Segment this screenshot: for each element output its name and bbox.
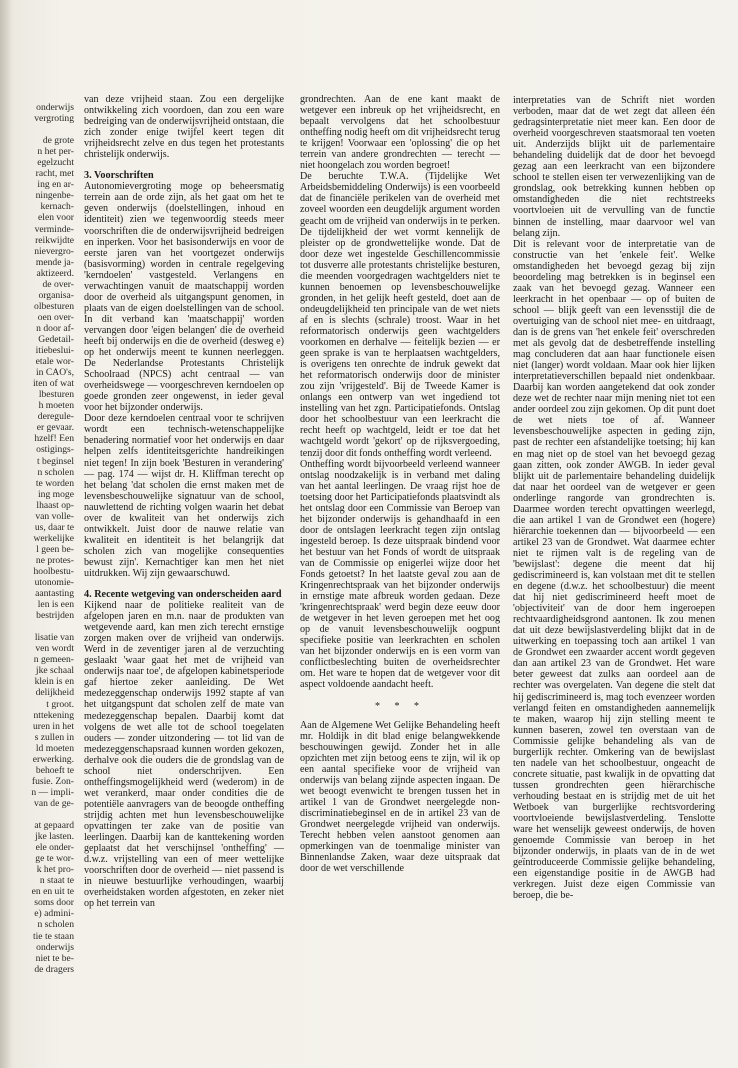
stub-line (0, 621, 74, 632)
stub-line: hzelf! Een (34, 433, 74, 445)
paragraph: Door deze kerndoelen centraal voor te schrijven wordt een technisch-wetenschappelijke benadering normatief voor het onderwijs en daar helpen zelfs identiteitsgerichte handreikingen niet tegen! In zijn boek 'Besturen in verandering' — pag. 174 — wijst dr. H. Kliffman terecht op het belang 'dat scholen die ernst maken met de levensbeschouwelijke signatuur van de school, nauwlettend de richting volgen waarin het debat over de kwaliteit van het onderwijs zich ontwikkelt. Juist door de nauwe relatie van kwaliteit en identiteit is het belangrijk dat scholen zich van mogelijke consequenties bewust zijn'. Kernachtiger kan men het niet uitdrukken. Wij zijn gewaarschuwd. (84, 413, 284, 579)
stub-line: k het pro- (36, 864, 74, 876)
stub-line: te worden (35, 477, 74, 489)
stub-line: n scholen (37, 919, 74, 931)
paragraph: De beruchte T.W.A. (Tijdelijke Wet Arbeidsbemiddeling Onderwijs) is een voorbeeld dat de financiële perikelen van de overheid met zoveel woorden een deugdelijk argument worden geacht om de vrijheid van onderwijs in te perken. De tijdelijkheid der wet vormt kennelijk de pleister op de grondwettelijke wonde. Dat de door deze wet ingestelde Geschillencommissie tot dusverre alle protestants christelijke besturen, die meenden voorgedragen wachtgelders niet te kunnen benoemen op levensbeschouwelijke gronden, in het gelijk heeft gesteld, doet aan de ondeugdelijkheid ten principale van de wet niets af en is slechts (schrale) troost. Waar in het reformatorisch onderwijs geen wachtgelders voorkomen en derhalve — feitelijk bezien — er geen sprake is van te herplaatsen wachtgelders, is overigens ten onrechte de indruk gewekt dat het reformatorisch onderwijs door de minister zou zijn 'vrijgesteld'. Bij de Tweede Kamer is onlangs een ontwerp van wet ingediend tot instelling van het zgn. Participatiefonds. Ontslag door het schoolbestuur van een leerkracht die recht heeft op wachtgeld, leidt er toe dat het wachtgeld wordt 'gekort' op de rijksvergoeding, tenzij door dit fonds ontheffing wordt verleend. (300, 171, 500, 459)
stub-line: fusie. Zon- (31, 775, 74, 787)
stub-line: onderwijs (36, 941, 74, 953)
stub-line: de over- (42, 278, 74, 290)
stub-line: klein is en (34, 676, 74, 688)
stub-line: ge te wor- (35, 853, 74, 865)
stub-line: utonomie- (34, 577, 74, 589)
stub-line: itiebeslui- (35, 345, 74, 357)
stub-line: n — impli- (31, 786, 74, 798)
stub-line: ld moeten (35, 742, 74, 754)
stub-line: s zullen in (34, 731, 74, 743)
stub-line: ven wordt (35, 643, 74, 655)
stub-line: de grote (42, 135, 74, 147)
stub-line: jke lasten. (35, 831, 74, 843)
stub-line (0, 809, 74, 820)
stub-line: Gedetail- (38, 333, 74, 345)
column-2 (300, 94, 500, 874)
stub-line: us, daar te (34, 521, 74, 533)
stub-line: ele onder- (35, 842, 74, 854)
paragraph: Aan de Algemene Wet Gelijke Behandeling heeft mr. Holdijk in dit blad enige belangwekkende beschouwingen gewijd. Zonder het in alle opzichten met zijn betoog eens te zijn, wil ik op een aantal specifieke voor de vrijheid van onderwijs van belang zijnde aspecten ingaan. De wet beoogt evenwicht te brengen tussen het in artikel 1 van de Grondwet neergelegde non-discriminatiebeginsel en de in artikel 23 van de Grondwet neergelegde vrijheid van onderwijs. Terecht hebben velen aanstoot genomen aan opmerkingen van de toenmalige minister van Binnenlandse Zaken, waar deze uitspraak dat door de wet verschillende (300, 719, 500, 875)
stub-line: uren in het (32, 720, 74, 732)
stub-line: l geen be- (36, 543, 74, 555)
stub-line: onderwijs (36, 102, 74, 113)
paragraph: Kijkend naar de politieke realiteit van de afgelopen jaren en m.n. naar de produkten van wetgevende aard, kan men zich terecht ernstige zorgen maken over de vrijheid van onderwijs. Werd in de zeventiger jaren al de verzuchting geslaakt 'waar gaat het met de vrijheid van onderwijs naar toe', de afgelopen kabinetsperiode gaf hiertoe zeker aanleiding. De Wet medezeggenschap onderwijs 1992 stapte af van het uitgangspunt dat scholen zelf de mate van medezeggenschap bepalen. Daarbij komt dat volgens de wet alle tot de school toegelaten ouders — zonder uitzondering — tot lid van de medezeggenschapsraad kunnen worden gekozen, derhalve ook die ouders die de grondslag van de school niet onderschrijven. Een ontheffingsmogelijkheid werd (wederom) in de wet verankerd, maar onder condities die de potentiële aanvragers van de beoogde ontheffing strijdig achten met hun levensbeschouwelijke opvattingen ter zake van de positie van leerlingen. Daarbij kan de kanttekening worden geplaatst dat het verschijnsel 'ontheffing' — d.w.z. vrijstelling van een of meer wettelijke voorschriften door de overheid — niet passend is in nieuwe bestuurlijke verhoudingen, waarbij overheidstaken worden afgestoten, en zeker niet op het terrein van (84, 600, 284, 910)
stub-line: er gevaar. (36, 422, 74, 434)
stub-line: ne protes- (35, 554, 74, 566)
stub-line: e) admini- (34, 908, 74, 920)
stub-line: niet te be- (35, 952, 74, 964)
previous-page-column-fragment (0, 102, 74, 982)
stub-line: werkelijke (33, 532, 74, 544)
stub-line: kernach- (40, 201, 74, 213)
stub-line: van de ge- (34, 797, 74, 809)
stub-line: hoolbestu- (33, 565, 74, 577)
stub-line: vergroting (34, 113, 74, 125)
stub-line: n gemeen- (33, 654, 74, 666)
stub-line: etale wor- (35, 356, 74, 368)
stub-line: ing moge (38, 488, 74, 500)
stub-line: in CAO's, (36, 367, 74, 379)
stub-line: tie te staan (32, 930, 74, 942)
paragraph: grondrechten. Aan de ene kant maakt de wetgever een inbreuk op het vrijheidsrecht, en bepaalt vervolgens dat het schoolbestuur ontheffing nodig heeft om dit vrijheidsrecht terug te krijgen! Voorwaar een 'oplossing' die op het terrein van andere grondrechten — terecht — niet hoongelach zou worden begroet! (300, 94, 500, 172)
stub-line: aantasting (35, 588, 74, 600)
stub-line: ostigings- (36, 444, 74, 456)
stub-line: jke schaal (35, 665, 74, 677)
stub-line: iten of wat (32, 378, 74, 390)
stub-line: bestrijden (36, 610, 74, 622)
stub-line: n het per- (37, 146, 74, 158)
column-1 (84, 94, 284, 909)
stub-line: n door af- (36, 322, 74, 334)
stub-line: en en uit te (31, 886, 74, 898)
stub-line: racht, met (35, 168, 74, 180)
section-heading: 3. Voorschriften (84, 170, 154, 182)
section-separator: * * * (375, 700, 425, 712)
stub-line: deregule- (37, 411, 74, 423)
stub-line: soms door (34, 897, 74, 909)
stub-line: erwerking. (32, 753, 74, 765)
stub-line: at gepaard (34, 820, 74, 832)
paragraph: van deze vrijheid staan. Zou een dergelijke ontwikkeling zich voordoen, dan zou een ware bedreiging van de onderwijsvrijheid ontstaan, die zich zonder enige twijfel keert tegen dit vrijheidsrecht zelve en dus tegen het protestants christelijk onderwijs. (84, 94, 284, 161)
paragraph: Autonomievergroting moge op beheersmatig terrein aan de orde zijn, als het gaat om het te geven onderwijs (doelstellingen, inhoud en identiteit) zien we tegenwoordig steeds meer voorschriften die de onderwijsvrijheid bedreigen en inperken. Voor het basisonderwijs en voor de eerste jaren van het voortgezet onderwijs (basisvorming) worden in centrale regelgeving 'kerndoelen' vastgesteld. Verlangens en verwachtingen vanuit de maatschappij worden door de overheid als uitgangspunt genomen, in plaats van de eigen doelstellingen van de school. In dit verband kan 'maatschappij' worden vervangen door 'eigen belangen' die de overheid heeft bij onderwijs en die de overheid (desweg e) op het onderwijs meent te kunnen neerleggen. De Nederlandse Protestants Christelijk Schoolraad (NPCS) acht centraal — van overheidswege — voorgeschreven kerndoelen op goede gronden zeer ongewenst, in ieder geval voor het bijzonder onderwijs. (84, 181, 284, 414)
paragraph: Ontheffing wordt bijvoorbeeld verleend wanneer ontslag noodzakelijk is in verband met daling van het aantal leerlingen. De vraag rijst hoe de toetsing door het Participatiefonds plaatsvindt als het ontslag door een Commissie van Beroep van het bijzonder onderwijs is gehandhaafd in een door de ontslagen leerkracht tegen zijn ontslag ingesteld beroep. Is deze uitspraak bindend voor het bestuur van het Fonds of wordt de uitspraak van de Commissie op enigerlei wijze door het Fonds getoetst? In het laatste geval zou aan de Kringenrechtspraak van het bijzonder onderwijs in ernstige mate afbreuk worden gedaan. Deze 'kringenrechtspraak' werd begin deze eeuw door de wetgever in het leven geroepen met het oog op de vanuit levensbeschouwelijk oogpunt specifieke positie van leerkrachten en scholen van het bijzonder onderwijs en is een vorm van conflictbeslechting buiten de overheidsrechter om. Het ware te hopen dat de wetgever voor dit aspect voldoende aandacht heeft. (300, 458, 500, 691)
stub-line: mende ja- (35, 256, 74, 268)
stub-line: n scholen (37, 466, 74, 478)
stub-line: t beginsel (36, 455, 74, 467)
stub-line: n staat te (39, 875, 74, 887)
paragraph: interpretaties van de Schrift niet worden verboden, maar dat de wet zegt dat alleen één gedragsinterpretatie niet meer kan. Een door de overheid voorgeschreven staatsmoraal ten voeten uit. Anderzijds blijkt uit de parlementaire behandeling duidelijk dat de door het bevoegd gezag aan een leerkracht van een bijzondere school te stellen eisen ter verwezenlijking van de grondslag, ook betrekking kunnen hebben op omstandigheden die niet rechtstreeks voortvloeien uit de vervulling van de functie binnen de instelling, maar daarvoor wel van belang zijn. (513, 95, 715, 239)
stub-line: van volle- (35, 510, 74, 522)
stub-line: lisatie van (34, 632, 74, 644)
stub-line: lhaast op- (36, 499, 74, 511)
stub-line: h moeten (38, 400, 74, 412)
stub-line: egelzucht (37, 157, 74, 169)
stub-line: lbesturen (38, 389, 74, 401)
stub-line: reikwijdte (35, 234, 74, 246)
stub-line (0, 124, 74, 135)
stub-line: nttekening (33, 709, 74, 721)
stub-line: organisa- (38, 289, 74, 301)
stub-line: delijkheid (35, 687, 74, 699)
stub-line: de dragers (34, 963, 74, 975)
stub-line: ing en ar- (37, 179, 74, 191)
stub-line: len is een (37, 599, 74, 611)
stub-line: oen over- (37, 311, 74, 323)
stub-line: nievergro- (34, 245, 74, 257)
stub-line: olbesturen (34, 300, 74, 312)
section-heading: 4. Recente wetgeving van onderscheiden aard (84, 589, 282, 601)
column-3 (513, 95, 715, 901)
stub-line: verminde- (34, 223, 74, 235)
stub-line: elen voor (38, 212, 74, 224)
stub-line: aktizeerd. (36, 267, 74, 279)
stub-line: t groot. (46, 698, 74, 710)
stub-line: ningenbe- (35, 190, 74, 202)
paragraph: Dit is relevant voor de interpretatie van de constructie van het 'enkele feit'. Welke omstandigheden het bevoegd gezag bij zijn beoordeling mag betrekken is in beginsel een zaak van het bevoegd gezag. Wanneer een leerkracht in het openbaar — op of buiten de school — blijk geeft van een levensstijl die de overtuiging van de school niet mee- en uitdraagt, dan is de grens van 'het enkele feit' overschreden met als gevolg dat de desbetreffende instelling mag concluderen dat aan haar functionele eisen niet (langer) wordt voldaan. Maar ook hier lijken interpretatieverschillen bepaald niet ondenkbaar. Daarbij kan worden aangetekend dat ook zonder deze wet de rechter naar mijn mening niet tot een ander oordeel zou zijn gekomen. Op dit punt doet de wet niets toe of af. Wanneer levensbeschouwelijke aspecten in geding zijn, past de rechter een afstandelijke toetsing; hij kan en mag niet op de stoel van het bevoegd gezag gaan zitten, ook zonder AWGB. In ieder geval blijkt uit de parlementaire behandeling duidelijk dat naar het oordeel van de wetgever er geen onderlinge rangorde van grondrechten is. Daarmee worden terecht opvattingen weerlegd, die aan artikel 1 van de Grondwet een (hogere) hiërarchie toekennen dan — bijvoorbeeld — een artikel 23 van de Grondwet. Wat daarmee echter niet te rijmen valt is de regeling van de 'bewijslast': degene die meent dat hij gediscrimineerd is, kan volstaan met dit te stellen en degene (d.w.z. het schoolbestuur) die meent dat hij niet gediscrimineerd heeft moet de 'objectiviteit' van de door hem ingeroepen rechtvaardigheidsgrond aantonen. Ik zou menen dat uit deze bewijslastverdeling blijkt dat in de uitwerking en toepassing toch aan artikel 1 van de Grondwet een zwaarder accent wordt gegeven dan aan artikel 23 van de Grondwet. Het ware beter geweest dat zulks aan oordeel aan de rechter was overgelaten. Van degene die stelt dat hij gediscrimineerd is, mag toch evenzeer worden verlangd feiten en omstandigheden aannemelijk te maken, waarop hij zijn stelling meent te kunnen baseren, zowel ten overstaan van de Commissie gelijke behandeling als van de burgerlijk rechter. Omkering van de bewijslast ten nadele van het schoolbestuur, ongeacht de concrete situatie, past kwalijk in de opvatting dat tussen grondrechten geen hiërarchische verhouding bestaat en is strijdig met de uit het Wetboek van burgerlijke rechtsvordering voortvloeiende bewijslastverdeling. Tenslotte ware het wenselijk geweest onderwijs, de hoven genoemde Commissie van beroep in het bijzonder onderwijs, in plaats van de in de wet geïntroduceerde Commissie gelijke behandeling, een eigenstandige positie in de AWGB had verkregen. Juist deze eigen Commissie van beroep, die be- (513, 238, 715, 902)
stub-line: behoeft te (35, 764, 74, 776)
